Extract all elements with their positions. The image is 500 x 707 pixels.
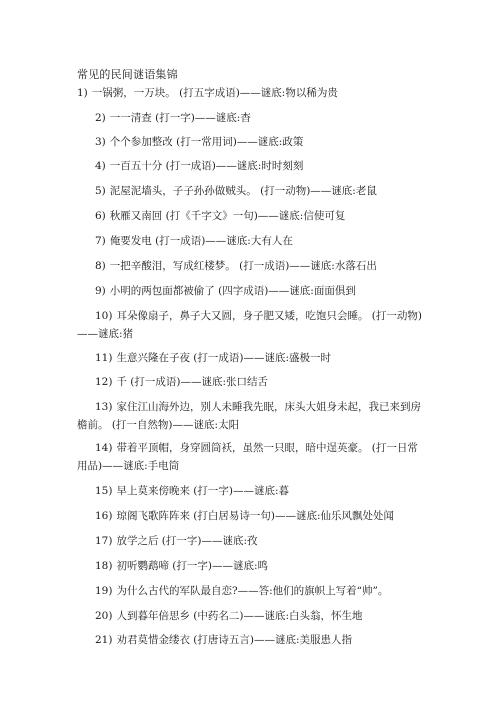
riddle-entry — [77, 557, 423, 575]
riddle-entry — [77, 349, 423, 367]
riddle-entry — [77, 157, 423, 175]
riddle-text: 放学之后 (打一字)——谜底:孜 — [116, 535, 258, 547]
riddle-entry — [77, 84, 423, 102]
riddle-entry — [77, 631, 423, 649]
riddle-entry — [77, 439, 423, 475]
riddle-entry — [77, 307, 423, 343]
riddle-text: 带着平顶帽，身穿圆筒袄，虽然一只眼，暗中逞英豪。 (打一日常用品)——谜底:手电筒 — [77, 442, 418, 472]
riddle-number: 18) — [95, 560, 113, 572]
riddle-entry — [77, 482, 423, 500]
riddle-text: 琼阁飞歌阵阵来 (打白居易诗一句)——谜底:仙乐风飘处处闻 — [116, 510, 395, 522]
riddle-text: 一一清查 (打一字)——谜底:杳 — [109, 112, 251, 124]
riddle-text: 一百五十分 (打一成语)——谜底:时时刻刻 — [109, 160, 304, 172]
riddle-number: 19) — [95, 585, 113, 597]
riddle-number: 15) — [95, 485, 113, 497]
riddle-number: 12) — [95, 376, 113, 388]
riddle-text: 家住江山海外边，别人未睡我先眠，床头大姐身未起，我已来到房檐前。 (打一自然物)——谜底:太阳 — [77, 401, 421, 431]
riddle-number: 1) — [77, 87, 88, 99]
riddle-text: 小明的两包面都被偷了 (四字成语)——谜底:面面俱到 — [109, 285, 356, 297]
riddle-text: 劝君莫惜金缕衣 (打唐诗五言)——谜底:美服患人指 — [116, 634, 353, 646]
riddle-number: 9) — [95, 285, 106, 297]
riddle-number: 14) — [95, 442, 113, 454]
riddle-number: 7) — [95, 235, 106, 247]
riddle-text: 为什么古代的军队最自恋?——答:他们的旗帜上写着“帅”。 — [116, 585, 389, 597]
riddle-entry — [77, 373, 423, 391]
riddle-text: 一锅粥，一万块。 (打五字成语)——谜底:物以稀为贵 — [91, 87, 338, 99]
riddle-text: 个个参加整改 (打一常用词)——谜底:政策 — [109, 136, 304, 148]
document-title: 常见的民间谜语集锦 — [77, 68, 178, 81]
riddle-entry — [77, 282, 423, 300]
riddle-entry — [77, 582, 423, 600]
riddle-text: 早上莫来傍晚来 (打一字)——谜底:暮 — [116, 485, 290, 497]
riddle-entry — [77, 109, 423, 127]
riddle-number: 5) — [95, 185, 106, 197]
riddle-text: 俺要发电 (打一成语)——谜底:大有人在 — [109, 235, 293, 247]
riddle-number: 6) — [95, 210, 106, 222]
riddle-text: 一把辛酸泪，写成红楼梦。 (打一成语)——谜底:水落石出 — [109, 260, 377, 272]
riddle-entry — [77, 133, 423, 151]
riddle-number: 13) — [95, 401, 113, 413]
riddle-text: 泥屋泥墙头，子子孙孙做贼头。 (打一动物)——谜底:老鼠 — [109, 185, 377, 197]
riddle-number: 20) — [95, 610, 113, 622]
riddle-number: 11) — [95, 352, 113, 364]
riddle-number: 3) — [95, 136, 106, 148]
riddle-text: 耳朵像扇子，鼻子大又圆，身子肥又矮，吃饱只会睡。 (打一动物)——谜底:猪 — [77, 310, 422, 340]
riddle-number: 4) — [95, 160, 106, 172]
riddle-number: 16) — [95, 510, 113, 522]
riddle-text: 千 (打一成语)——谜底:张口结舌 — [116, 376, 269, 388]
riddle-text: 人到暮年倍思乡 (中药名二)——谜底:白头翁，怀生地 — [116, 610, 363, 622]
riddle-text: 初听鹦鹉啼 (打一字)——谜底:鸣 — [116, 560, 269, 572]
riddle-entry — [77, 207, 423, 225]
riddle-number: 21) — [95, 634, 113, 646]
riddle-text: 生意兴隆在子夜 (打一成语)——谜底:盛极一时 — [116, 352, 332, 364]
riddle-entry — [77, 398, 423, 434]
riddle-number: 10) — [95, 310, 113, 322]
riddle-number: 2) — [95, 112, 106, 124]
riddle-text: 秋雁又南回 (打《千字文》一句)——谜底:信使可复 — [109, 210, 346, 222]
riddle-entry — [77, 232, 423, 250]
riddle-entry — [77, 532, 423, 550]
riddle-entry — [77, 507, 423, 525]
riddle-entry — [77, 182, 423, 200]
riddle-entry — [77, 607, 423, 625]
riddle-number: 17) — [95, 535, 113, 547]
riddle-number: 8) — [95, 260, 106, 272]
riddle-entry — [77, 257, 423, 275]
